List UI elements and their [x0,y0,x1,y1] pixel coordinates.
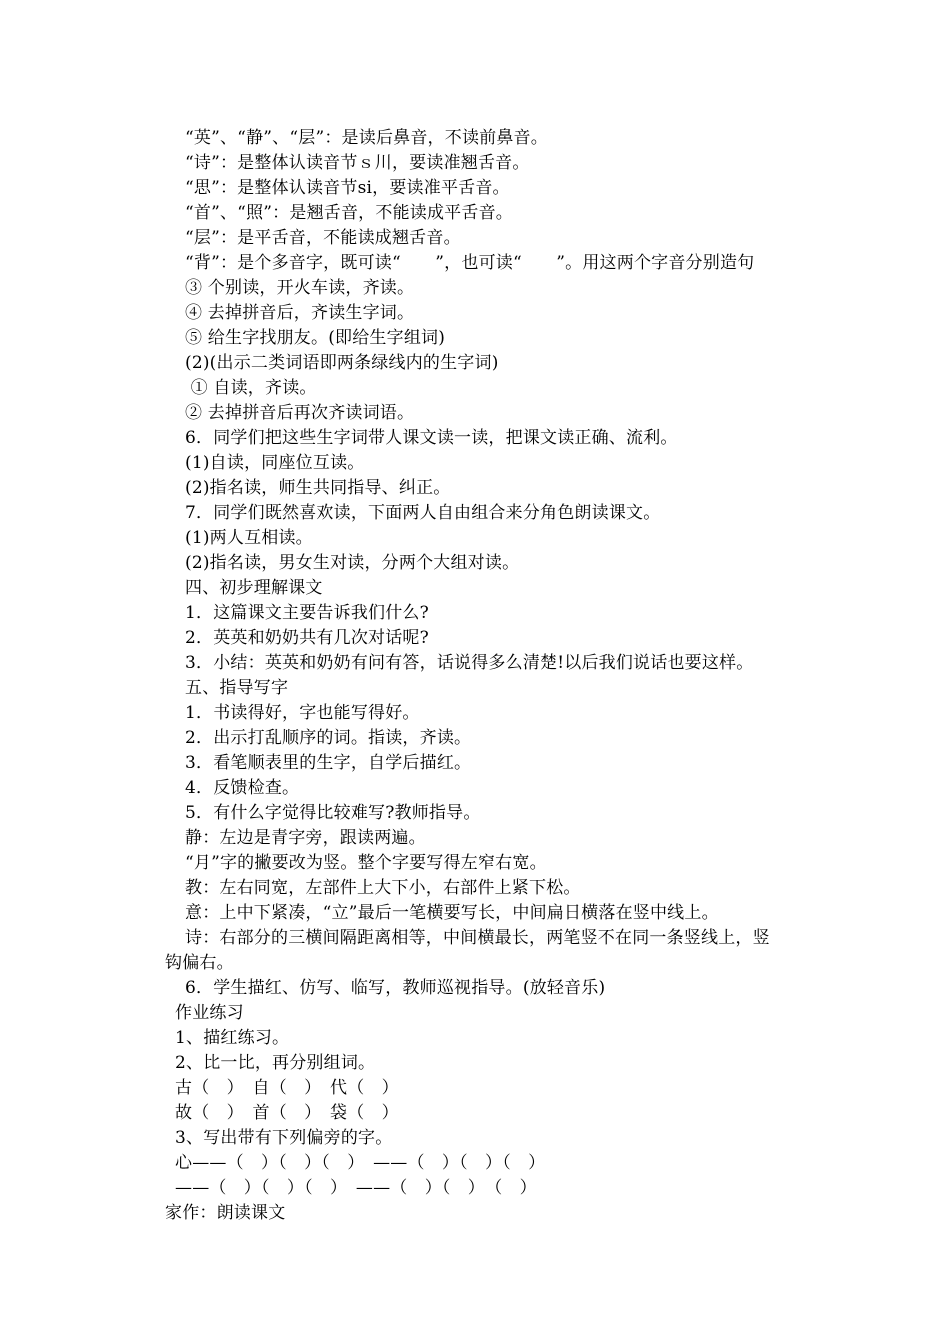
text-line: 诗：右部分的三横间隔距离相等，中间横最长，两笔竖不在同一条竖线上，竖 [185,928,770,948]
text-line: 意：上中下紧凑，“立”最后一笔横要写长，中间扁日横落在竖中线上。 [185,903,719,923]
text-line: 2．出示打乱顺序的词。指读，齐读。 [185,728,472,748]
exercise-line: 故（ ） 首（ ） 袋（ ） [175,1103,399,1123]
text-line: 2、比一比，再分别组词。 [175,1053,376,1073]
text-line: 1、描红练习。 [175,1028,290,1048]
text-line: “思”：是整体认读音节si，要读准平舌音。 [185,178,510,198]
exercise-line: 心——（ ）（ ）（ ） ——（ ）（ ）（ ） [175,1153,546,1173]
text-line: 静：左边是青字旁，跟读两遍。 [185,828,426,848]
text-line: (2)指名读，男女生对读，分两个大组对读。 [185,553,520,573]
text-line: 5．有什么字觉得比较难写?教师指导。 [185,803,481,823]
text-line: (2)(出示二类词语即两条绿线内的生字词) [185,353,499,373]
text-line: 1．书读得好，字也能写得好。 [185,703,420,723]
text-line: 3．小结：英英和奶奶有问有答，话说得多么清楚!以后我们说话也要这样。 [185,653,754,673]
text-line: “背”：是个多音字，既可读“ ”，也可读“ ”。用这两个字音分别造句 [185,253,755,273]
text-line: 6．学生描红、仿写、临写，教师巡视指导。(放轻音乐) [185,978,606,998]
text-line: 3．看笔顺表里的生字，自学后描红。 [185,753,472,773]
section-heading: 作业练习 [175,1003,244,1023]
text-line: “诗”：是整体认读音节ｓ川，要读准翘舌音。 [185,153,530,173]
text-line: (1)两人互相读。 [185,528,313,548]
text-line: (2)指名读，师生共同指导、纠正。 [185,478,451,498]
text-line: 教：左右同宽，左部件上大下小，右部件上紧下松。 [185,878,581,898]
text-line: “月”字的撇要改为竖。整个字要写得左窄右宽。 [185,853,547,873]
text-line: 2．英英和奶奶共有几次对话呢? [185,628,429,648]
text-line: (1)自读，同座位互读。 [185,453,365,473]
text-line: 3、写出带有下列偏旁的字。 [175,1128,393,1148]
exercise-line: ——（ ）（ ）（ ） ——（ ）（ ） （ ） [175,1178,537,1198]
text-line: 7．同学们既然喜欢读，下面两人自由组合来分角色朗读课文。 [185,503,661,523]
text-line: 1．这篇课文主要告诉我们什么? [185,603,429,623]
text-line: “英”、“静”、“层”：是读后鼻音，不读前鼻音。 [185,128,548,148]
text-line: 6．同学们把这些生字词带人课文读一读，把课文读正确、流利。 [185,428,678,448]
text-line: ③ 个别读，开火车读，齐读。 [185,278,415,298]
text-line: ① 自读，齐读。 [185,378,317,398]
section-heading: 四、初步理解课文 [185,578,323,598]
text-line: 家作：朗读课文 [165,1203,286,1223]
exercise-line: 古（ ） 自（ ） 代（ ） [175,1078,399,1098]
text-line: ⑤ 给生字找朋友。(即给生字组词) [185,328,446,348]
section-heading: 五、指导写字 [185,678,289,698]
text-line: ② 去掉拼音后再次齐读词语。 [185,403,415,423]
text-line: ④ 去掉拼音后，齐读生字词。 [185,303,415,323]
text-line: “首”、“照”：是翘舌音，不能读成平舌音。 [185,203,513,223]
text-line: “层”：是平舌音，不能读成翘舌音。 [185,228,461,248]
text-line: 钩偏右。 [165,953,234,973]
text-line: 4．反馈检查。 [185,778,300,798]
